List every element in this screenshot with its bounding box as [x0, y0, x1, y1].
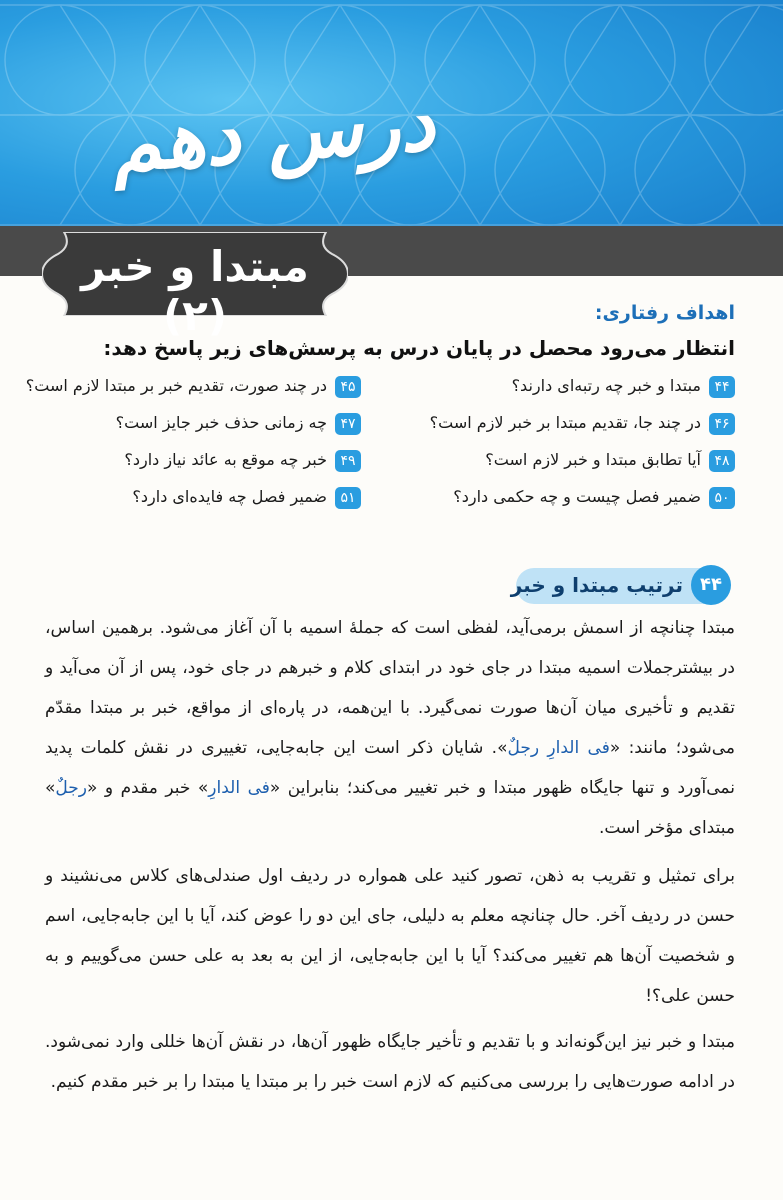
question-item [124, 450, 361, 472]
question-number: ۵۱ [335, 487, 361, 509]
question-number: ۴۸ [709, 450, 735, 472]
question-text: در چند جا، تقدیم مبتدا بر خبر لازم است؟ [429, 413, 701, 432]
question-item [26, 376, 361, 398]
question-item [430, 413, 735, 435]
question-text: آیا تطابق مبتدا و خبر لازم است؟ [485, 450, 701, 469]
question-item [132, 487, 361, 509]
question-item [485, 450, 735, 472]
question-text: مبتدا و خبر چه رتبه‌ای دارند؟ [511, 376, 701, 395]
arabic-example: فی الدارِ رجلٌ [507, 738, 610, 758]
paragraph-3: مبتدا و خبر نیز این‌گونه‌اند و با تقدیم و تأخیر جایگاه ظهور آن‌ها، در نقش آن‌ها خللی وارد نمی‌شود. در ادامه صورت‌هایی را بررسی می‌کنیم که لازم است خبر را بر مبتدا یا مبتدا را بر خبر مقدم کنیم. [45, 1032, 735, 1092]
question-item [512, 376, 735, 398]
objectives-heading: اهداف رفتاری: [594, 302, 735, 324]
question-number: ۴۵ [335, 376, 361, 398]
page-title: مبتدا و خبر (۲) [81, 242, 309, 340]
question-text: ضمیر فصل چه فایده‌ای دارد؟ [132, 487, 327, 506]
question-number: ۵۰ [709, 487, 735, 509]
paragraph-2: برای تمثیل و تقریب به ذهن، تصور کنید علی همواره در ردیف اول صندلی‌های کلاس می‌نشیند و حسن در ردیف آخر. حال چنانچه معلم به دلیلی، جای این دو را عوض کند، آیا با این جابه‌جایی، اسم و شخصیت آن‌ها هم تغییر می‌کند؟ آیا با این جابه‌جایی، از این به بعد به علی حسن می‌گوییم و به حسن علی؟! [45, 866, 735, 1006]
question-number: ۴۶ [709, 413, 735, 435]
section-title: ترتیب مبتدا و خبر [510, 573, 683, 597]
objectives-intro: انتظار می‌رود محصل در پایان درس به پرسش‌های زیر پاسخ دهد: [103, 336, 735, 360]
question-item [453, 487, 735, 509]
arabic-example: رجلٌ [55, 778, 87, 798]
question-number: ۴۹ [335, 450, 361, 472]
question-number: ۴۴ [709, 376, 735, 398]
question-number: ۴۷ [335, 413, 361, 435]
question-text: خبر چه موقع به عائد نیاز دارد؟ [124, 450, 327, 469]
question-text: در چند صورت، تقدیم خبر بر مبتدا لازم است؟ [25, 376, 327, 395]
question-text: چه زمانی حذف خبر جایز است؟ [115, 413, 327, 432]
lesson-title: درس دهم [109, 76, 438, 191]
paragraph-1: مبتدا چنانچه از اسمش برمی‌آید، لفظی است که جملۀ اسمیه با آن آغاز می‌شود. برهمین اساس، در بیشترجملات اسمیه مبتدا در جای خود در ابتدای کلام و خبرهم در جای خود، پس از آن می‌آید و تقدیم و تأخیری میان آن‌ها صورت نمی‌گیرد. با این‌همه، در پاره‌ای از مواقع، خبر بر مبتدا مقدّم می‌شود؛ مانند: «فی الدارِ رجلٌ». شایان ذکر است این جابه‌جایی، تغییری در نقش کلمات پدید نمی‌آورد و تنها جایگاه ظهور مبتدا و خبر تغییر می‌کند؛ بنابراین «فی الدارِ» خبر مقدم و «رجلٌ» مبتدای مؤخر است. [45, 618, 735, 838]
question-text: ضمیر فصل چیست و چه حکمی دارد؟ [453, 487, 701, 506]
question-item [116, 413, 361, 435]
arabic-example: فی الدارِ [208, 778, 270, 798]
section-number-badge: ۴۴ [691, 565, 731, 605]
